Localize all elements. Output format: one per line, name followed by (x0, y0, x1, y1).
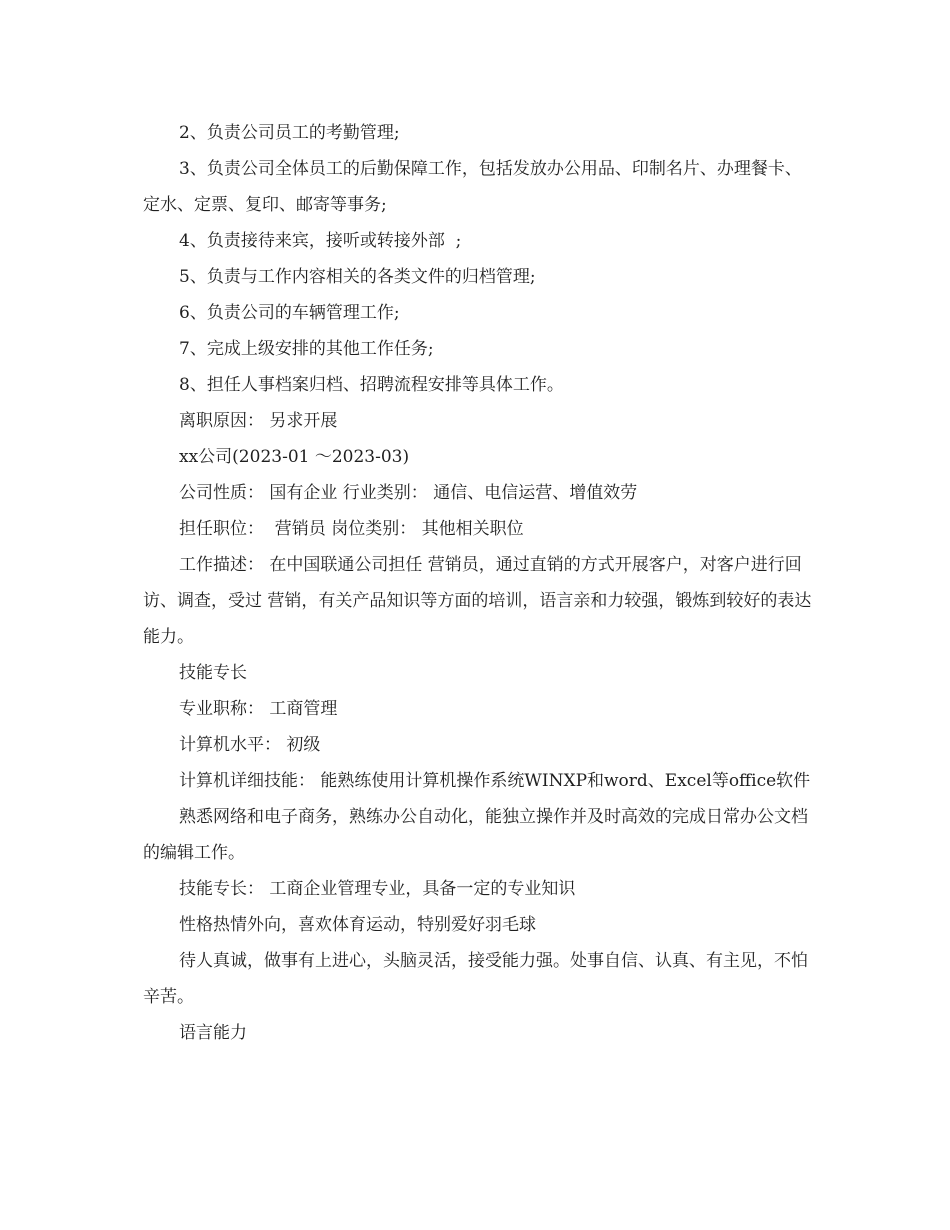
paragraph-personality: 性格热情外向，喜欢体育运动，特别爱好羽毛球 (179, 915, 536, 935)
paragraph-duty-4: 4、负责接待来宾，接听或转接外部 ; (179, 231, 462, 251)
paragraph-computer-skills: 计算机详细技能： 能熟练使用计算机操作系统WINXP和word、Excel等office软件 (179, 771, 811, 791)
paragraph-computer-level: 计算机水平： 初级 (179, 735, 321, 755)
paragraph-leave-reason: 离职原因： 另求开展 (179, 411, 338, 431)
section-heading-language: 语言能力 (179, 1023, 247, 1043)
paragraph-duty-7: 7、完成上级安排的其他工作任务; (179, 339, 434, 359)
paragraph-network-skills: 熟悉网络和电子商务，熟练办公自动化，能独立操作并及时高效的完成日常办公文档的编辑工作。 (143, 807, 808, 863)
paragraph-professional-title: 专业职称： 工商管理 (179, 699, 338, 719)
paragraph-company-period: xx公司(2023-01 ～2023-03) (179, 447, 410, 467)
paragraph-company-nature: 公司性质： 国有企业 行业类别： 通信、电信运营、增值效劳 (179, 483, 638, 503)
paragraph-job-description: 工作描述： 在中国联通公司担任 营销员，通过直销的方式开展客户，对客户进行回访、调查，受过 营销，有关产品知识等方面的培训，语言亲和力较强，锻炼到较好的表达能力。 (143, 555, 812, 647)
paragraph-duty-5: 5、负责与工作内容相关的各类文件的归档管理; (179, 267, 536, 287)
paragraph-attitude: 待人真诚，做事有上进心，头脑灵活，接受能力强。处事自信、认真、有主见，不怕辛苦。 (143, 951, 808, 1007)
paragraph-position: 担任职位： 营销员 岗位类别： 其他相关职位 (179, 519, 524, 539)
section-heading-skills: 技能专长 (179, 663, 247, 683)
document-body (143, 115, 815, 1051)
paragraph-duty-2: 2、负责公司员工的考勤管理; (179, 123, 400, 143)
paragraph-specialty: 技能专长： 工商企业管理专业，具备一定的专业知识 (179, 879, 576, 899)
paragraph-duty-6: 6、负责公司的车辆管理工作; (179, 303, 400, 323)
paragraph-duty-3: 3、负责公司全体员工的后勤保障工作，包括发放办公用品、印制名片、办理餐卡、定水、定票、复印、邮寄等事务; (143, 159, 802, 215)
paragraph-duty-8: 8、担任人事档案归档、招聘流程安排等具体工作。 (179, 375, 564, 395)
